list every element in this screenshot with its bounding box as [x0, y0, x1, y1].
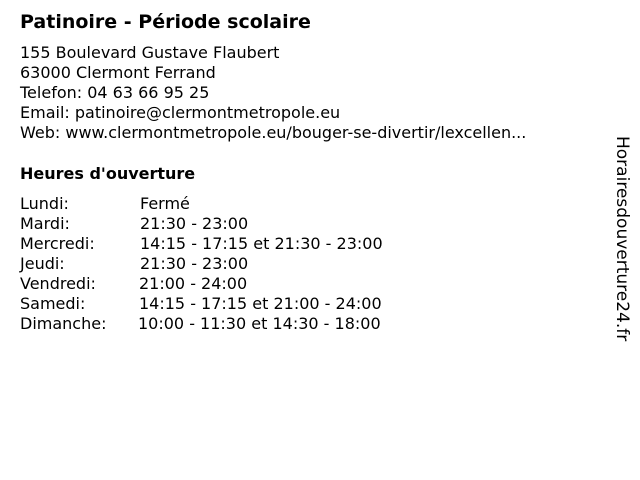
day-label: Mardi: — [20, 214, 70, 233]
web-line: Web: www.clermontmetropole.eu/bouger-se-divertir/lexcellen... — [20, 123, 527, 142]
time-value: 21:30 - 23:00 — [140, 254, 249, 273]
time-value: 14:15 - 17:15 et 21:30 - 23:00 — [140, 234, 383, 253]
email-line: Email: patinoire@clermontmetropole.eu — [20, 103, 341, 122]
day-label: Jeudi: — [20, 254, 65, 273]
day-label: Vendredi: — [20, 274, 96, 293]
time-value: 10:00 - 11:30 et 14:30 - 18:00 — [138, 314, 381, 333]
contact-block — [20, 43, 526, 143]
address-street: 155 Boulevard Gustave Flaubert — [20, 43, 280, 62]
phone-line: Telefon: 04 63 66 95 25 — [20, 83, 210, 102]
time-value: 14:15 - 17:15 et 21:00 - 24:00 — [139, 294, 382, 313]
time-value: 21:30 - 23:00 — [140, 214, 249, 233]
page-title: Patinoire - Période scolaire — [20, 11, 311, 33]
time-value: 21:00 - 24:00 — [139, 274, 248, 293]
hours-heading: Heures d'ouverture — [20, 164, 196, 183]
address-city: 63000 Clermont Ferrand — [20, 63, 216, 82]
day-label: Dimanche: — [20, 314, 107, 333]
day-label: Mercredi: — [20, 234, 95, 253]
day-label: Samedi: — [20, 294, 86, 313]
site-watermark: Horairesdouverture24.fr — [612, 136, 632, 342]
time-value: Fermé — [140, 194, 190, 213]
day-label: Lundi: — [20, 194, 69, 213]
